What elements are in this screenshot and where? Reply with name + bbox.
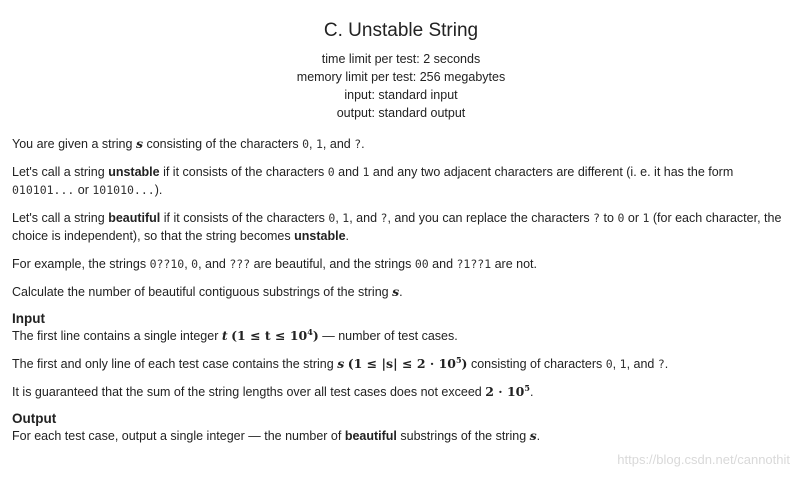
output-spec: output: standard output bbox=[336, 106, 466, 120]
output-section-title: Output bbox=[12, 411, 57, 426]
statement-paragraph-4: For example, the strings 0??10, 0, and ??? are beautiful, and the strings 00 and ?1??1 are not. bbox=[12, 257, 537, 271]
time-limit: time limit per test: 2 seconds bbox=[321, 52, 481, 66]
input-paragraph-2: The first and only line of each test case contains the string s $(1 \le |s| \le 2 \cdot 10^5)$ consisting of characters 0, 1, and ?. bbox=[12, 355, 669, 371]
input-section-title: Input bbox=[12, 311, 45, 326]
input-paragraph-3: It is guaranteed that the sum of the string lengths over all test cases does not exceed $2 \cdot 10^5$. bbox=[12, 383, 534, 399]
memory-limit: memory limit per test: 256 megabytes bbox=[296, 70, 506, 84]
input-paragraph-1: The first line contains a single integer t $(1 \le t \le 10^4)$ — number of test cases. bbox=[12, 327, 458, 343]
watermark-url: https://blog.csdn.net/cannothit bbox=[617, 452, 790, 467]
statement-paragraph-2: Let's call a string unstable if it consists of the characters 0 and 1 and any two adjacent characters are different (i. e. it has the form 010101... or 101010...). bbox=[12, 165, 734, 197]
problem-header bbox=[0, 0, 802, 122]
statement-paragraph-3: Let's call a string beautiful if it consists of the characters 0, 1, and ?, and you can replace the characters ? to 0 or 1 (for each character, the choice is independent), so that the string becomes unstable. bbox=[12, 211, 782, 243]
statement-paragraph-1: You are given a string s consisting of the characters 0, 1, and ?. bbox=[12, 136, 365, 151]
problem-title: C. Unstable String bbox=[323, 20, 479, 41]
input-spec: input: standard input bbox=[344, 88, 458, 102]
problem-statement bbox=[12, 135, 790, 455]
output-paragraph-1: For each test case, output a single integer — the number of beautiful substrings of the string s. bbox=[12, 428, 541, 443]
statement-paragraph-5: Calculate the number of beautiful contiguous substrings of the string s. bbox=[12, 284, 403, 299]
